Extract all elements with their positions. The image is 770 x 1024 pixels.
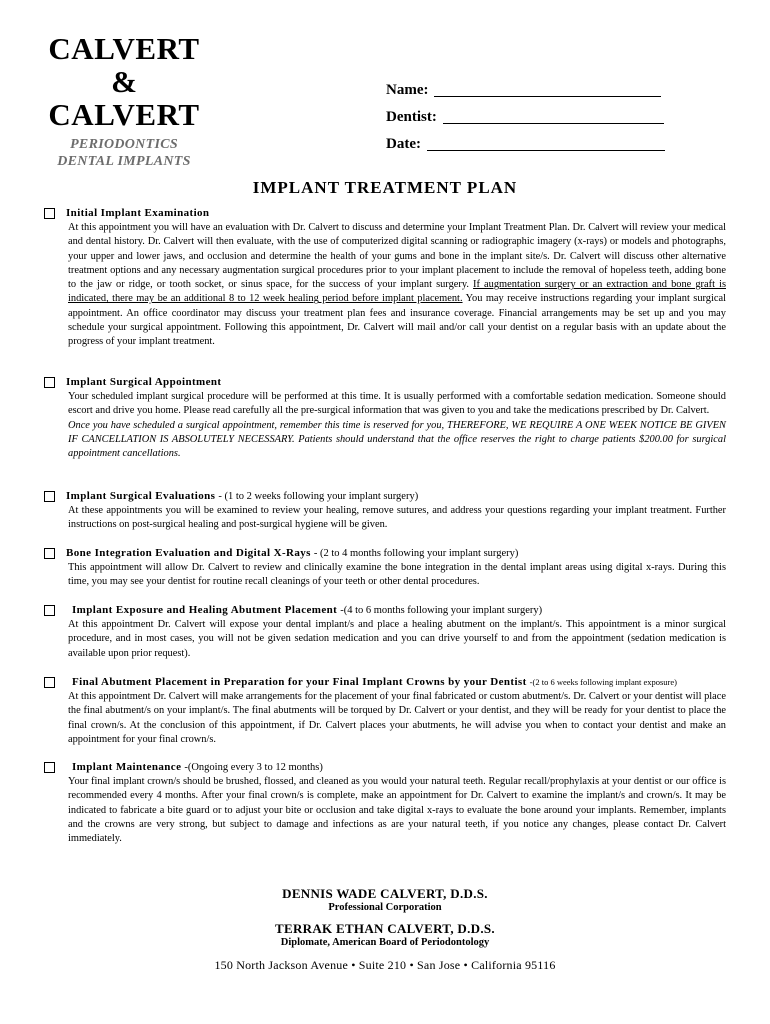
section-bone-integration (44, 545, 726, 590)
practice-address: 150 North Jackson Avenue • Suite 210 • San Jose • California 95116 (214, 958, 556, 972)
practice-logo (44, 32, 204, 170)
doctor-name-2: TERRAK ETHAN CALVERT, D.D.S. (275, 921, 495, 936)
logo-line-1: CALVERT (48, 31, 200, 66)
dentist-label: Dentist: (386, 109, 437, 125)
section-surgical-appointment (44, 374, 726, 461)
dentist-input-line[interactable] (443, 108, 664, 124)
checkbox[interactable] (44, 762, 55, 773)
section-timing: - (1 to 2 weeks following your implant surgery) (218, 490, 419, 502)
logo-ampersand: & (111, 64, 137, 99)
date-label: Date: (386, 136, 421, 152)
date-field[interactable] (386, 126, 665, 153)
date-input-line[interactable] (427, 135, 665, 151)
checkbox[interactable] (44, 548, 55, 559)
body-text: You may receive instructions regarding your implant surgical appointment. An office coordinator may discuss your treatment plan fees and insurance coverage. Financial arrangements may be set up and you may schedule your surgical appointment. Following this appointment, Dr. Calvert will mail and/or call your dentist on a regular basis with an update about the progress of your implant treatment. (68, 293, 726, 348)
section-body: This appointment will allow Dr. Calvert to review and clinically examine the bone integration in the dental implant areas using digital x-rays. During this time, you may see your dentist for routine recall cleanings of your teeth or other dental procedures. (68, 562, 726, 588)
section-title: Implant Surgical Evaluations (66, 490, 216, 502)
dentist-field[interactable] (386, 99, 665, 126)
section-timing: -(Ongoing every 3 to 12 months) (184, 761, 323, 773)
section-title: Implant Maintenance (72, 761, 182, 773)
section-body: Your final implant crown/s should be brushed, flossed, and cleaned as you would your natural teeth. Regular recall/prophylaxis at your dentist or our office is recommended every 4 months. After your final crown/s is complete, make an appointment for Dr. Calvert to examine the implant/s and crown/s. It may be indicated to fabricate a bite guard or to adjust your bite or occlusion and take digital x-rays to evaluate the bone around your implants. Remember, implants and the crowns are very strong, but subject to damage and infections as are your natural teeth, if you notice any changes, please contact Dr. Calvert immediately. (68, 776, 726, 845)
checkbox[interactable] (44, 677, 55, 688)
underlined-notice: If augmentation surgery or an extraction and bone graft is indicated, there may be an additional 8 to 12 week healing period before implant placement. (68, 279, 726, 305)
section-body: At this appointment Dr. Calvert will expose your dental implant/s and place a healing abutment on the implant/s. This appointment is a minor surgical procedure, and in most cases, you will not be given sedation medication and you can drive yourself to and from the appointment (sedation medication is available upon prior request). (68, 619, 726, 659)
section-timing: -(4 to 6 months following your implant surgery) (340, 604, 543, 616)
logo-line-2: CALVERT (48, 97, 200, 132)
section-timing: - (2 to 4 months following your implant surgery) (313, 547, 519, 559)
section-title: Implant Surgical Appointment (66, 376, 222, 388)
body-text: Your scheduled implant surgical procedure will be performed at this time. It is usually performed with a comfortable sedation medication. Someone should escort and drive you home. Please read carefully all the pre-surgical information that was given to you and take the medications prescribed by Dr. Calvert. (68, 391, 726, 417)
section-initial-examination (44, 205, 726, 350)
logo-specialty-1: PERIODONTICS (70, 137, 178, 152)
name-input-line[interactable] (434, 81, 661, 97)
name-label: Name: (386, 82, 429, 98)
section-timing: -(2 to 6 weeks following implant exposure) (529, 677, 677, 687)
name-field[interactable] (386, 72, 665, 99)
footer (0, 886, 770, 973)
section-body (68, 390, 726, 461)
section-body (68, 221, 726, 350)
section-final-abutment (44, 674, 726, 747)
cancellation-notice: Once you have scheduled a surgical appointment, remember this time is reserved for you, THEREFORE, WE REQUIRE A ONE WEEK NOTICE BE GIVEN IF CANCELLATION IS ABSOLUTELY NECESSARY. Patients should understand that the office reserves the right to charge patients $200.00 for surgical appointment cancellations. (68, 419, 726, 460)
doctor-name-1: DENNIS WADE CALVERT, D.D.S. (282, 886, 488, 901)
body-text: At this appointment you will have an evaluation with Dr. Calvert to discuss and determine your Implant Treatment Plan. Dr. Calvert will review your medical and dental history. Dr. Calvert will then evaluate, with the use of computerized digital scanning or radiographic imagery (x-rays) or models and photographs, your upper and lower jaws, and occlusion and determine the health of your gums and bone in the implant site/s. Dr. Calvert will discuss other alternative treatment options and any necessary augmentation surgical procedures prior to your implant placement to include the removal of hopeless teeth, adding bone to the jaw or ridge, or tooth socket, or sinus space, for the success of your implant surgery. (68, 222, 726, 291)
section-body: At this appointment Dr. Calvert will make arrangements for the placement of your final fabricated or custom abutment/s. Dr. Calvert or your dentist will place the final abutment/s on your implant/s. The final abutments will be torqued by Dr. Calvert or your dentist, and they will be ready for your dentist to place the final crown/s. At the conclusion of this appointment, if Dr. Calvert places your abutments, he will advise you when to contact your dentist and make an appointment for your final crown/s. (68, 691, 726, 745)
checkbox[interactable] (44, 208, 55, 219)
document-title: IMPLANT TREATMENT PLAN (252, 178, 518, 197)
checkbox[interactable] (44, 377, 55, 388)
patient-fields (386, 72, 665, 153)
section-body: At these appointments you will be examined to review your healing, remove sutures, and address your questions regarding your implant treatment. Further instructions on post-surgical healing and post-surgical hygiene will be given. (68, 505, 726, 531)
section-title: Bone Integration Evaluation and Digital X-Rays (66, 547, 311, 559)
section-surgical-evaluations (44, 488, 726, 533)
section-title: Implant Exposure and Healing Abutment Placement (72, 604, 338, 616)
section-implant-maintenance (44, 759, 726, 846)
section-implant-exposure (44, 602, 726, 661)
section-title: Final Abutment Placement in Preparation for your Final Implant Crowns by your Dentist (72, 676, 527, 688)
doctor-credential-1: Professional Corporation (328, 902, 442, 913)
section-title: Initial Implant Examination (66, 207, 210, 219)
checkbox[interactable] (44, 605, 55, 616)
logo-specialty-2: DENTAL IMPLANTS (57, 154, 191, 169)
checkbox[interactable] (44, 491, 55, 502)
doctor-credential-2: Diplomate, American Board of Periodontology (280, 937, 490, 948)
